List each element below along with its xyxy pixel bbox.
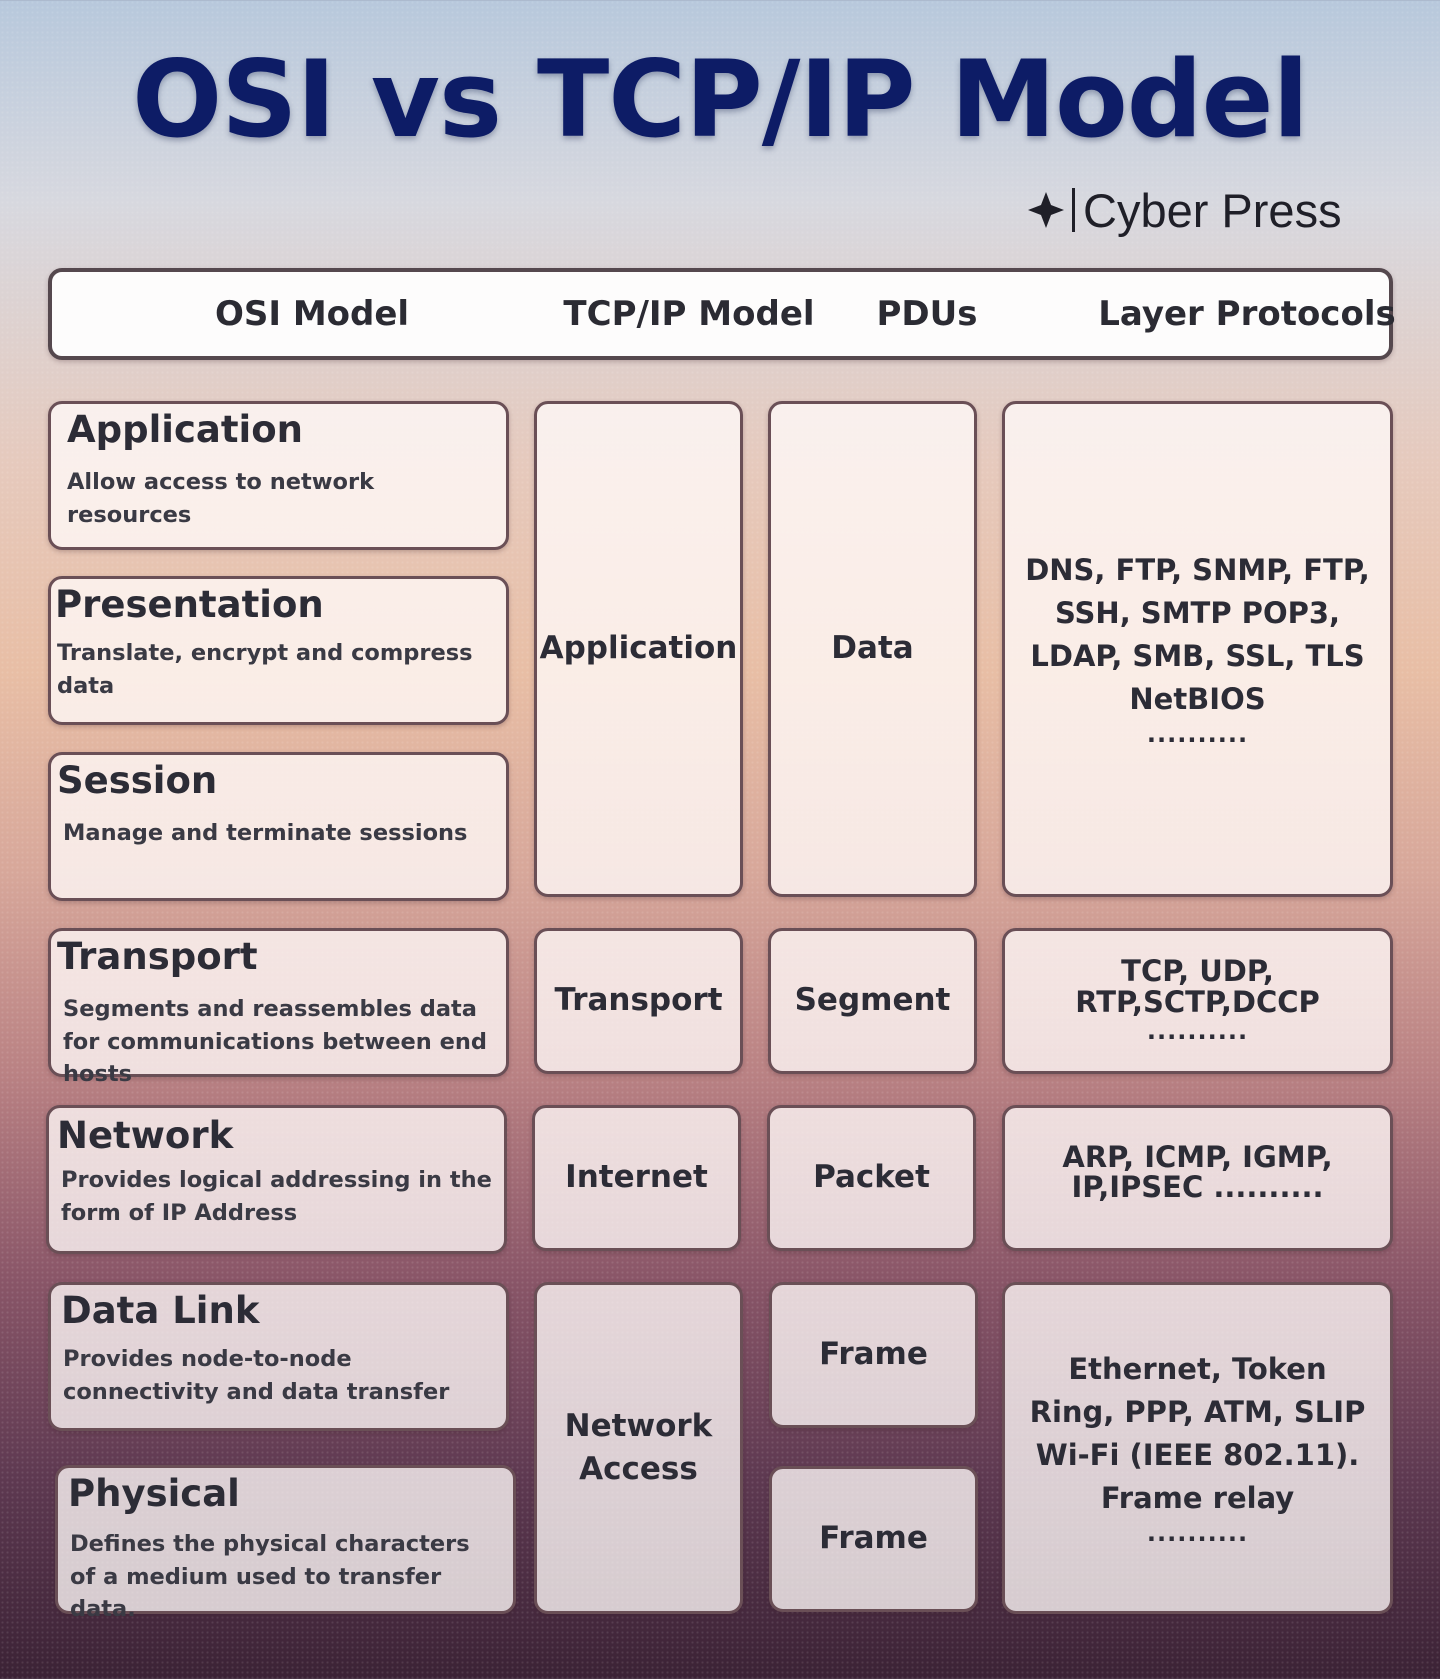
brand-divider (1072, 188, 1075, 232)
osi-layer-desc: Translate, encrypt and compress data (57, 640, 473, 699)
protocols-list: Ethernet, Token Ring, PPP, ATM, SLIP Wi-Fi (IEEE 802.11). Frame relay (1029, 1351, 1366, 1515)
osi-layer-application (48, 401, 509, 550)
pdu-label: Frame (819, 1336, 928, 1373)
osi-layer-presentation (48, 576, 509, 725)
protocols-list: ARP, ICMP, IGMP, IP,IPSEC .......... (1062, 1139, 1333, 1204)
protocols-list: DNS, FTP, SNMP, FTP, SSH, SMTP POP3, LDAP, SMB, SSL, TLS NetBIOS (1025, 552, 1370, 716)
pdu-packet (767, 1105, 976, 1251)
pdu-frame-physical (769, 1466, 978, 1612)
pdu-segment (768, 928, 977, 1074)
protocols-network-access (1002, 1282, 1393, 1614)
tcpip-layer-label: Internet (565, 1159, 708, 1196)
pdu-data (768, 401, 977, 897)
osi-layer-transport (48, 928, 509, 1088)
osi-layer-physical (55, 1465, 516, 1623)
header-row (48, 268, 1396, 360)
protocols-more: .......... (1146, 1519, 1249, 1548)
brand-name: Cyber Press (1083, 183, 1342, 237)
osi-layer-name: Network (57, 1114, 234, 1157)
tcpip-layer-application (534, 401, 743, 897)
header-pdus: PDUs (876, 294, 978, 334)
osi-layer-desc: Allow access to network resources (67, 469, 375, 528)
tcpip-layer-internet (532, 1105, 741, 1251)
osi-layer-name: Transport (57, 935, 258, 978)
pdu-label: Data (831, 630, 914, 667)
osi-layer-name: Application (67, 408, 304, 451)
header-layer-protocols: Layer Protocols (1098, 294, 1396, 334)
tcpip-layer-label: Network Access (564, 1407, 713, 1487)
osi-layer-desc: Segments and reassembles data for communications between end hosts (63, 996, 487, 1088)
osi-layer-data-link (48, 1282, 509, 1431)
pdu-label: Packet (813, 1159, 930, 1196)
sparkle-icon (1026, 190, 1066, 230)
header-osi-model: OSI Model (214, 294, 410, 334)
osi-layer-name: Physical (68, 1472, 240, 1515)
protocols-list: TCP, UDP, RTP,SCTP,DCCP (1075, 954, 1320, 1019)
osi-layer-desc: Provides logical addressing in the form of IP Address (61, 1167, 492, 1226)
protocols-more: .......... (1146, 1017, 1249, 1046)
osi-layer-desc: Provides node-to-node connectivity and data transfer (63, 1346, 450, 1405)
osi-layer-network (46, 1105, 507, 1254)
pdu-label: Frame (819, 1520, 928, 1557)
osi-layer-desc: Manage and terminate sessions (63, 820, 468, 846)
pdu-frame-data-link (769, 1282, 978, 1428)
page-title: OSI vs TCP/IP Model (132, 38, 1308, 161)
protocols-more: .......... (1146, 720, 1249, 749)
osi-layer-desc: Defines the physical characters of a medium used to transfer data. (70, 1531, 470, 1623)
tcpip-layer-transport (534, 928, 743, 1074)
brand-logo (1026, 180, 1342, 240)
pdu-label: Segment (794, 982, 951, 1019)
osi-layer-name: Session (57, 759, 218, 802)
osi-layer-name: Data Link (61, 1289, 260, 1332)
osi-layer-session (48, 752, 509, 901)
tcpip-layer-network-access (534, 1282, 743, 1614)
protocols-application (1002, 401, 1393, 897)
tcpip-layer-label: Transport (554, 982, 723, 1019)
protocols-network (1002, 1105, 1393, 1251)
osi-layer-name: Presentation (55, 583, 324, 626)
header-tcpip-model: TCP/IP Model (563, 294, 815, 334)
protocols-transport (1002, 928, 1393, 1074)
tcpip-layer-label: Application (539, 630, 738, 667)
